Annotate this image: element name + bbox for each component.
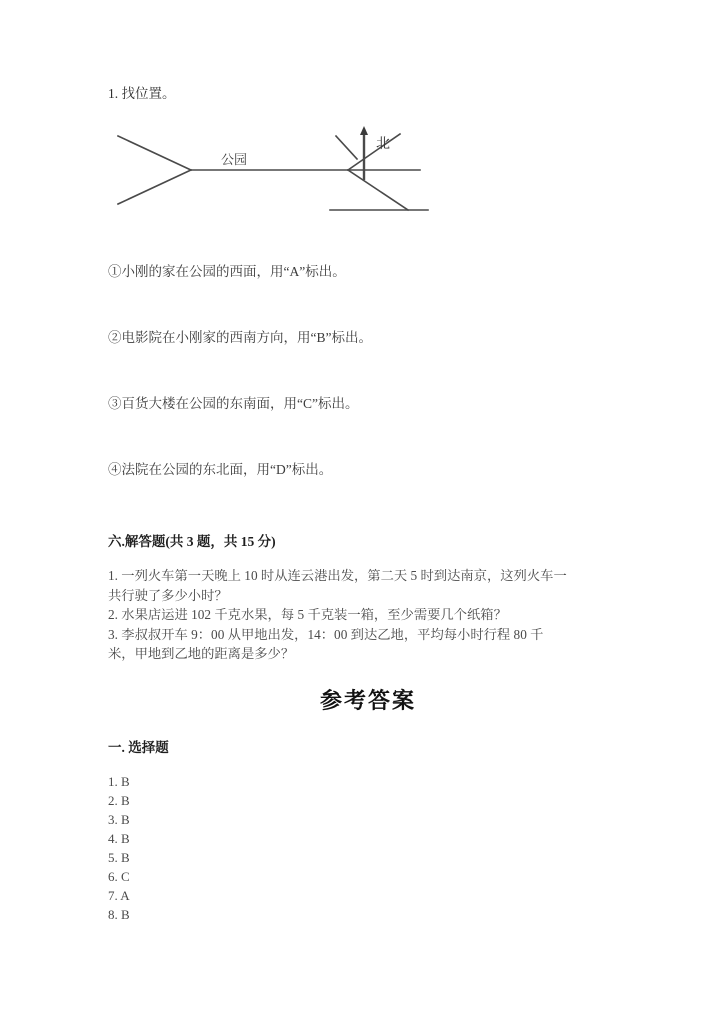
north-arrow-icon: [360, 126, 368, 180]
road-right-stub: [336, 136, 357, 159]
answer-item: 3. B: [108, 811, 130, 827]
answer-item: 8. B: [108, 906, 130, 922]
problem-line-1: 1. 一列火车第一天晚上 10 时从连云港出发，第二天 5 时到达南京，这列火车一: [108, 568, 567, 583]
direction-item-4: ④法院在公园的东北面，用“D”标出。: [108, 462, 333, 477]
answer-item: 4. B: [108, 830, 130, 846]
section-six-heading: 六.解答题(共 3 题，共 15 分): [108, 534, 276, 549]
answer-item: 2. B: [108, 792, 130, 808]
page-content: [108, 84, 628, 924]
answer-item: 7. A: [108, 887, 130, 903]
problem-line-5: 米，甲地到乙地的距离是多少？: [108, 646, 295, 661]
road-right-lower: [348, 170, 408, 210]
answer-item: 5. B: [108, 849, 130, 865]
question-1-title: 1. 找位置。: [108, 86, 176, 101]
problem-line-3: 2. 水果店运进 102 千克水果，每 5 千克装一箱，至少需要几个纸箱？: [108, 607, 507, 622]
answer-item: 1. B: [108, 773, 130, 789]
problem-line-2: 共行驶了多少小时？: [108, 587, 228, 603]
compass-north-label: 北: [376, 137, 390, 152]
answer-list: [108, 772, 628, 924]
answers-banner: 参考答案: [319, 687, 416, 713]
road-left-lower: [118, 170, 191, 204]
location-diagram: [108, 122, 628, 240]
answer-item: 6. C: [108, 868, 130, 884]
direction-question-list: [108, 262, 628, 480]
direction-item-1: ①小刚的家在公园的西面，用“A”标出。: [108, 264, 346, 279]
direction-item-3: ③百货大楼在公园的东南面，用“C”标出。: [108, 396, 359, 411]
park-label: 公园: [221, 152, 248, 167]
answers-section-heading: 一. 选择题: [108, 739, 169, 755]
section-six-problems: [108, 566, 628, 664]
road-right-upper: [348, 134, 400, 170]
location-diagram-svg: [108, 122, 628, 240]
problem-line-4: 3. 李叔叔开车 9：00 从甲地出发，14：00 到达乙地，平均每小时行程 80 千: [108, 626, 544, 642]
direction-item-2: ②电影院在小刚家的西南方向，用“B”标出。: [108, 330, 372, 345]
road-left-upper: [118, 136, 191, 170]
